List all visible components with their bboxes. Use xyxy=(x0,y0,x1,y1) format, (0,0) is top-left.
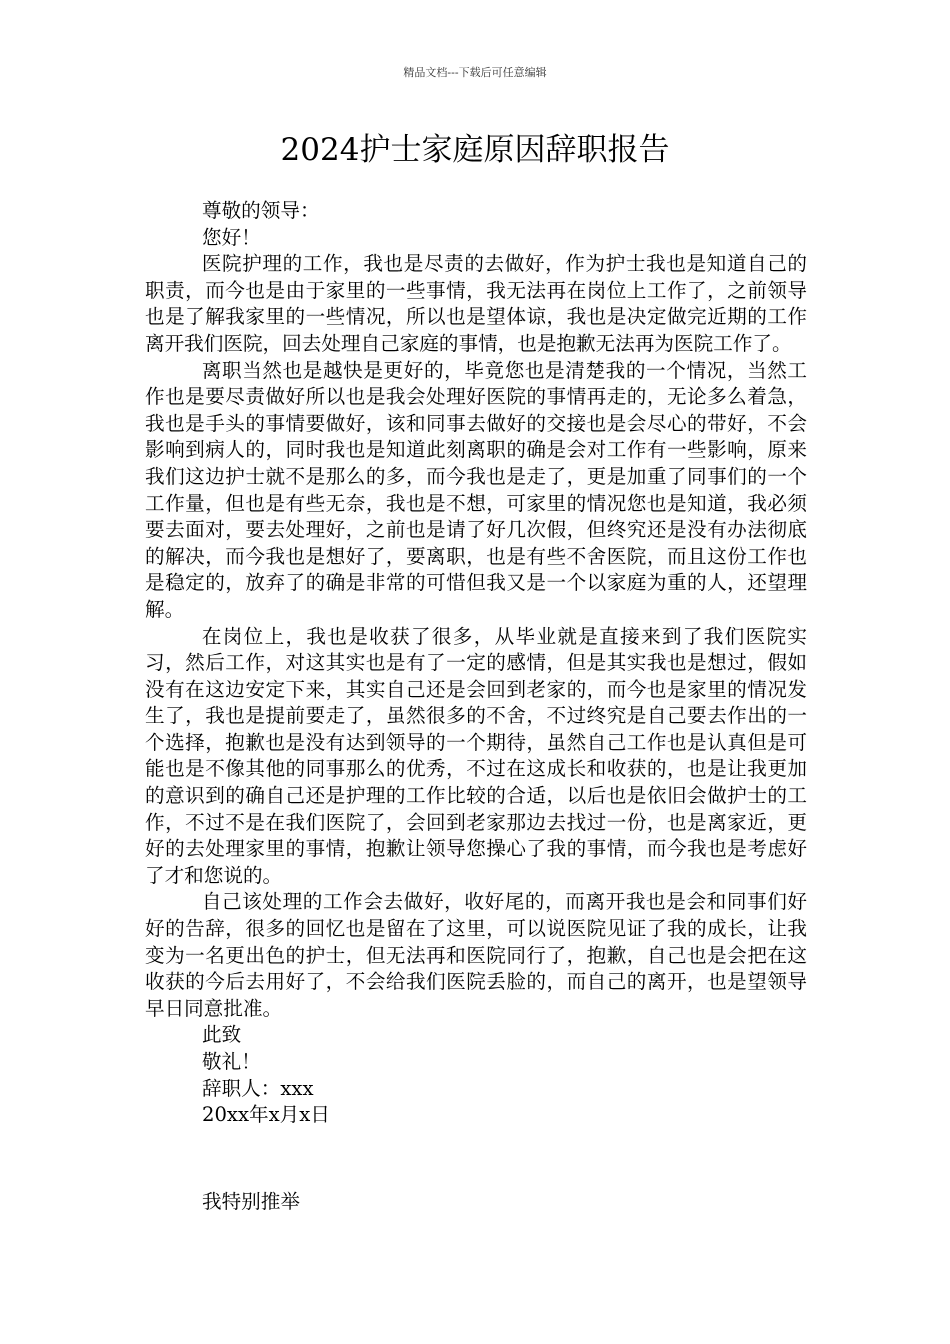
body-paragraph-3: 在岗位上，我也是收获了很多，从毕业就是直接来到了我们医院实习，然后工作，对这其实也是有了一定的感情，但是其实我也是想过，假如没有在这边安定下来，其实自己还是会回到老家的，而今也是家里的情况发生了，我也是提前要走了，虽然很多的不舍，不过终究是自己要去作出的一个选择，抱歉也是没有达到领导的一个期待，虽然自己工作也是认真但是可能也是不像其他的同事那么的优秀，不过在这成长和收获的，也是让我更加的意识到的确自己还是护理的工作比较的合适，以后也是依旧会做护士的工作，不过不是在我们医院了，会回到老家那边去找过一份，也是离家近，更好的去处理家里的事情，抱歉让领导您操心了我的事情，而今我也是考虑好了才和您说的。 xyxy=(145,624,807,887)
date-line: 20xx年x月x日 xyxy=(202,1103,330,1127)
body-paragraph-4: 自己该处理的工作会去做好，收好尾的，而离开我也是会和同事们好好的告辞，很多的回忆也是留在了这里，可以说医院见证了我的成长，让我变为一名更出色的护士，但无法再和医院同行了，抱歉，自己也是会把在这收获的今后去用好了，不会给我们医院丢脸的，而自己的离开，也是望领导早日同意批准。 xyxy=(145,890,807,1020)
closing-line-2: 敬礼！ xyxy=(202,1050,261,1073)
document-body xyxy=(145,198,807,1215)
body-paragraph-2: 离职当然也是越快是更好的，毕竟您也是清楚我的一个情况，当然工作也是要尽责做好所以也是我会处理好医院的事情再走的，无论多么着急，我也是手头的事情要做好，该和同事去做好的交接也是会尽心的带好，不会影响到病人的，同时我也是知道此刻离职的确是会对工作有一些影响，原来我们这边护士就不是那么的多，而今我也是走了，更是加重了同事们的一个工作量，但也是有些无奈，我也是不想，可家里的情况您也是知道，我必须要去面对，要去处理好，之前也是请了好几次假，但终究还是没有办法彻底的解决，而今我也是想好了，要离职，也是有些不舍医院，而且这份工作也是稳定的，放弃了的确是非常的可惜但我又是一个以家庭为重的人，还望理解。 xyxy=(145,358,807,621)
footer-line: 我特别推举 xyxy=(202,1189,300,1213)
blank-space xyxy=(145,1129,807,1189)
signature: 辞职人：xxx xyxy=(202,1076,314,1100)
closing-line-1: 此致 xyxy=(202,1023,242,1047)
body-paragraph-1: 医院护理的工作，我也是尽责的去做好，作为护士我也是知道自己的职责，而今也是由于家里的一些事情，我无法再在岗位上工作了，之前领导也是了解我家里的一些情况，所以也是望体谅，我也是决定做完近期的工作离开我们医院，回去处理自己家庭的事情，也是抱歉无法再为医院工作了。 xyxy=(145,252,807,355)
document-title: 2024护士家庭原因辞职报告 xyxy=(280,132,670,168)
page-header: 精品文档---下载后可任意编辑 xyxy=(403,66,547,79)
salutation: 尊敬的领导： xyxy=(202,199,320,222)
greeting: 您好！ xyxy=(202,225,261,249)
